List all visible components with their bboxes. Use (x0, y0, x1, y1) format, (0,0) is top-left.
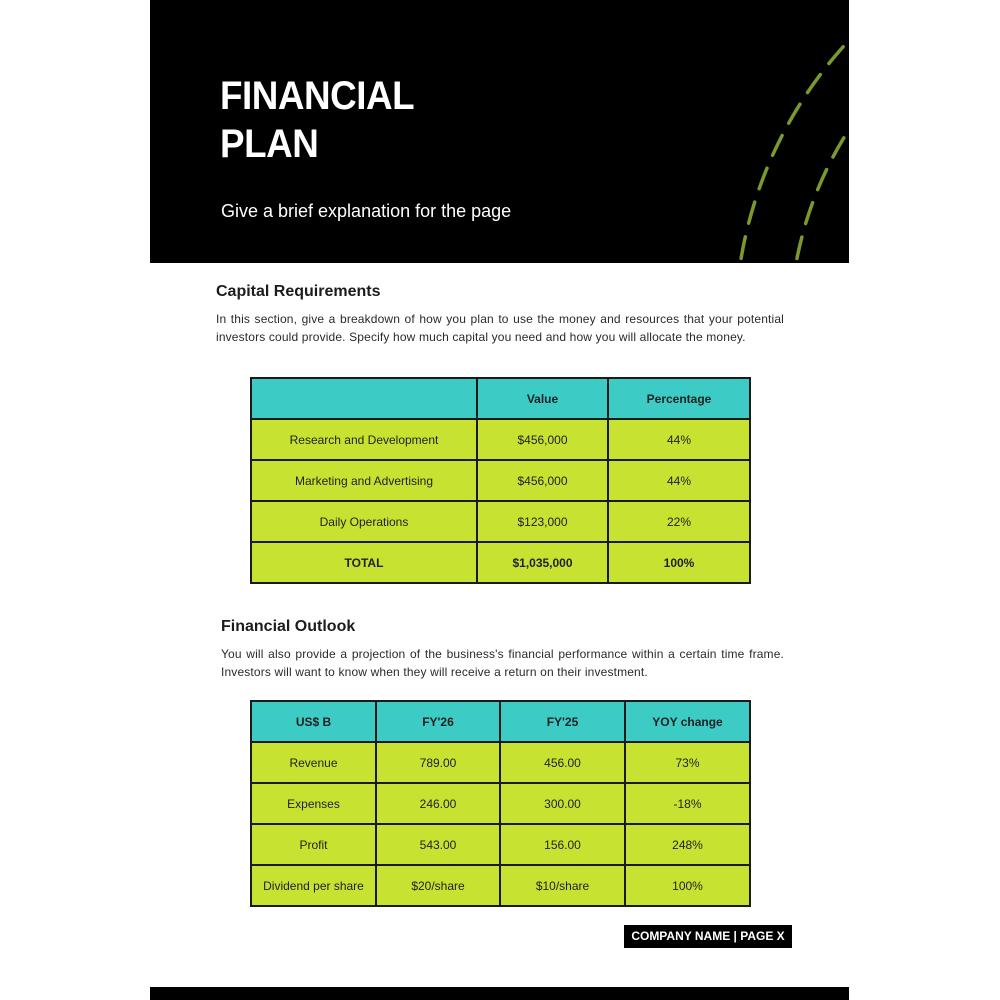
decorative-arc (790, 0, 849, 263)
table-row (251, 742, 750, 783)
table-cell: 22% (608, 501, 750, 542)
page-title-line-1: FINANCIAL (220, 74, 415, 118)
table-cell: 44% (608, 460, 750, 501)
capital-requirements-table (250, 377, 751, 584)
table-header-cell: YOY change (625, 701, 750, 742)
table-cell: Research and Development (251, 419, 477, 460)
capital-requirements-text: In this section, give a breakdown of how you plan to use the money and resources that your potential investors could provide. Specify how much capital you need and how you will allocate the money. (216, 312, 784, 344)
table-cell: $10/share (500, 865, 625, 906)
page-title-line-2: PLAN (220, 122, 319, 166)
table-cell: 100% (608, 542, 750, 583)
table-total-row (251, 542, 750, 583)
table-cell: 44% (608, 419, 750, 460)
decorative-arc (845, 15, 849, 263)
table-cell: Expenses (251, 783, 376, 824)
page-title (220, 72, 414, 168)
table-header-row (251, 701, 750, 742)
table-cell: TOTAL (251, 542, 477, 583)
table-cell: $456,000 (477, 460, 608, 501)
table-row (251, 501, 750, 542)
table-cell: $1,035,000 (477, 542, 608, 583)
table-row (251, 419, 750, 460)
table-cell: 246.00 (376, 783, 500, 824)
table-cell: $20/share (376, 865, 500, 906)
decorative-arc (735, 0, 849, 263)
table-cell: Dividend per share (251, 865, 376, 906)
table-cell: 248% (625, 824, 750, 865)
footer-company-page-label: COMPANY NAME | PAGE X (624, 925, 792, 948)
header-banner (150, 0, 849, 263)
financial-outlook-table (250, 700, 751, 907)
table-cell: -18% (625, 783, 750, 824)
page-subtitle: Give a brief explanation for the page (221, 201, 512, 221)
table-cell: $456,000 (477, 419, 608, 460)
document-page (150, 0, 849, 1000)
table-row (251, 460, 750, 501)
table-cell: 73% (625, 742, 750, 783)
financial-outlook-heading: Financial Outlook (221, 618, 356, 635)
table-row (251, 824, 750, 865)
table-cell: 456.00 (500, 742, 625, 783)
table-cell: 156.00 (500, 824, 625, 865)
table-header-cell (251, 378, 477, 419)
table-header-cell: Value (477, 378, 608, 419)
financial-outlook-text: You will also provide a projection of the business's financial performance within a certain time frame. Investors will want to know when they will receive a return on their investment. (221, 647, 784, 679)
table-header-cell: FY'26 (376, 701, 500, 742)
table-cell: Daily Operations (251, 501, 477, 542)
table-row (251, 865, 750, 906)
footer-bar (150, 987, 849, 1000)
table-cell: Revenue (251, 742, 376, 783)
table-header-cell: FY'25 (500, 701, 625, 742)
table-cell: 789.00 (376, 742, 500, 783)
capital-requirements-heading: Capital Requirements (216, 283, 381, 300)
table-cell: Marketing and Advertising (251, 460, 477, 501)
table-header-cell: US$ B (251, 701, 376, 742)
table-cell: Profit (251, 824, 376, 865)
table-row (251, 783, 750, 824)
table-cell: 100% (625, 865, 750, 906)
table-cell: $123,000 (477, 501, 608, 542)
table-cell: 300.00 (500, 783, 625, 824)
table-header-row (251, 378, 750, 419)
table-cell: 543.00 (376, 824, 500, 865)
table-header-cell: Percentage (608, 378, 750, 419)
